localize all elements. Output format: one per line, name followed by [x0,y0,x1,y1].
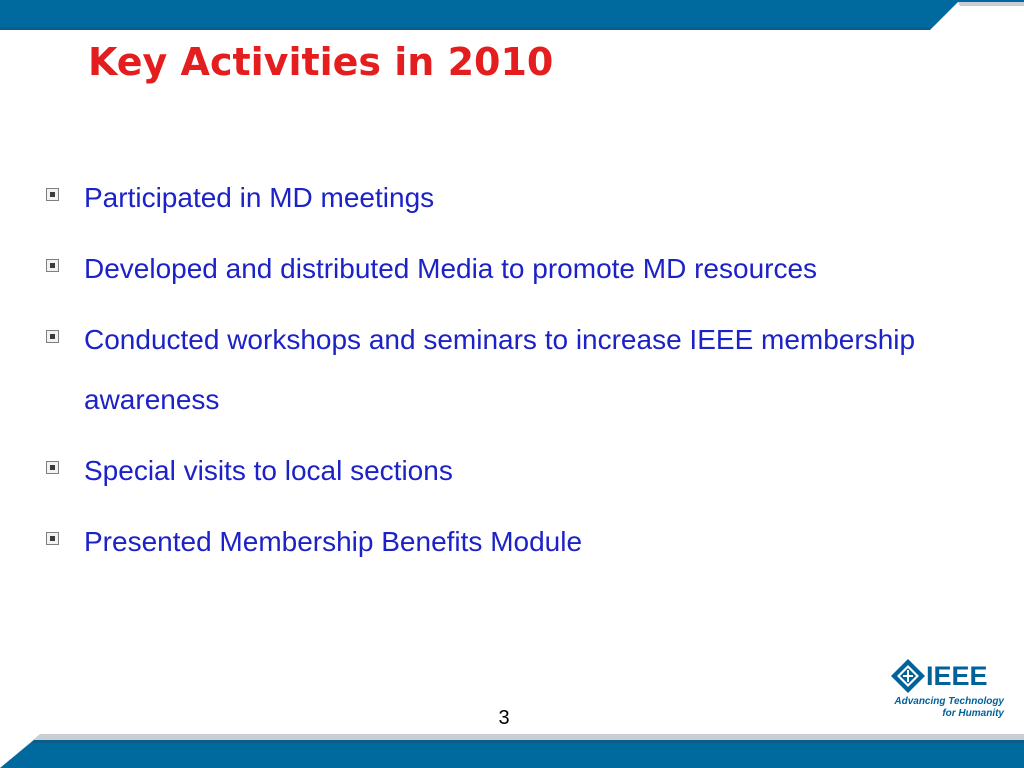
bullet-text: Participated in MD meetings [84,182,435,213]
ieee-tagline-line2: for Humanity [942,708,1004,719]
footer-band [0,728,1024,768]
ieee-tagline-line1: Advancing Technology [894,696,1004,707]
ieee-logo [890,658,1006,722]
square-bullet-icon [46,461,59,474]
bullet-item [40,310,924,430]
ieee-diamond-icon [890,658,926,694]
square-bullet-icon [46,188,59,201]
bullet-item [40,168,1000,228]
bullet-item [40,239,1000,299]
bullet-text: Presented Membership Benefits Module [84,526,583,557]
bullet-text: Special visits to local sections [84,455,453,486]
ieee-wordmark: IEEE [926,661,988,691]
header-band [0,0,1024,30]
slide-title: Key Activities in 2010 [88,40,554,84]
square-bullet-icon [46,259,59,272]
ieee-tagline [894,696,1004,720]
bullet-list [40,168,1000,583]
square-bullet-icon [46,330,59,343]
square-bullet-icon [46,532,59,545]
bullet-item [40,441,1000,501]
bullet-item [40,512,1000,572]
page-number: 3 [498,707,510,729]
bullet-text: Conducted workshops and seminars to increase IEEE membership awareness [84,324,916,415]
bullet-text: Developed and distributed Media to promote MD resources [84,253,818,284]
